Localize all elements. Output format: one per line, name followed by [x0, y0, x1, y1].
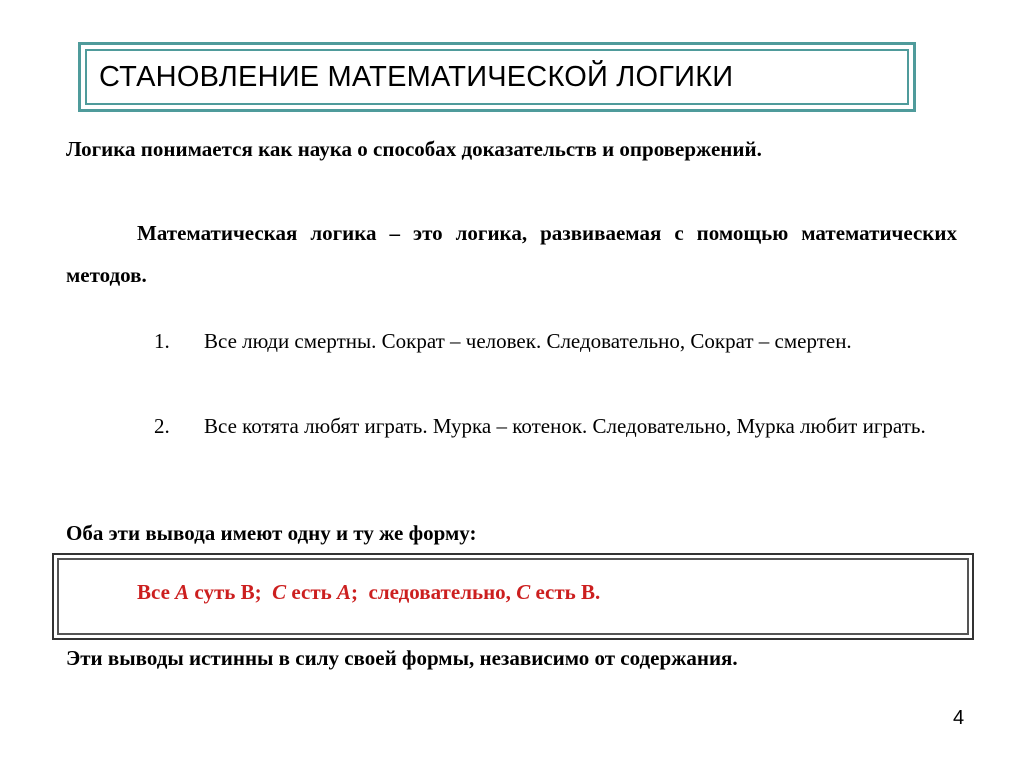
example-1-text: Все люди смертны. Сократ – человек. Следовательно, Сократ – смертен. [204, 329, 852, 353]
syllogism-form-box [52, 553, 974, 640]
example-1 [136, 320, 957, 362]
page-number: 4 [953, 707, 965, 729]
slide-title: СТАНОВЛЕНИЕ МАТЕМАТИЧЕСКОЙ ЛОГИКИ [99, 60, 734, 93]
paragraph-conclusion: Эти выводы истинны в силу своей формы, независимо от содержания. [66, 646, 738, 670]
paragraph-logic-definition: Логика понимается как наука о способах доказательств и опровержений. [66, 137, 762, 161]
syllogism-form-text: Все А суть В; С есть А; следовательно, С есть В. [137, 580, 601, 604]
example-2-text: Все котята любят играть. Мурка – котенок. Следовательно, Мурка любит играть. [204, 414, 926, 438]
example-2 [136, 405, 957, 447]
title-inner-frame [85, 49, 909, 105]
paragraph-math-logic-definition: Математическая логика – это логика, развиваемая с помощью математических методов. [66, 221, 957, 287]
title-frame [78, 42, 916, 112]
paragraph-same-form: Оба эти вывода имеют одну и ту же форму: [66, 521, 477, 545]
example-2-number: 2. [154, 414, 170, 438]
example-1-number: 1. [154, 329, 170, 353]
